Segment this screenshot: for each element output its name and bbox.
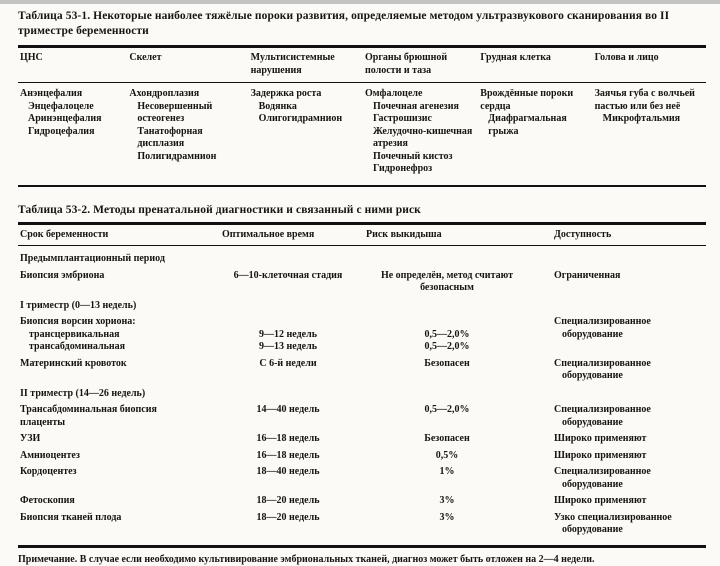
optimal-time: 9—13 недель	[259, 341, 317, 352]
miscarriage-risk: 0,5—2,0%	[424, 328, 470, 340]
method-name: Материнский кровоток	[20, 357, 127, 369]
risk-cell	[354, 316, 540, 354]
table-53-1-header-row	[18, 48, 706, 83]
defect-item: Полигидрамнион	[137, 150, 217, 162]
column-header: Скелет	[129, 52, 162, 63]
optimal-time: 16—18 недель	[256, 433, 320, 444]
optimal-time: С 6-й недели	[259, 357, 317, 369]
defect-item: Микрофтальмия	[602, 113, 681, 124]
time-cell	[222, 466, 354, 491]
defect-item: Анэнцефалия	[20, 88, 83, 99]
miscarriage-risk: Не определён, метод считают безопасным	[380, 269, 514, 293]
defect-item: Задержка роста	[250, 88, 322, 99]
table-53-1-title: Таблица 53-1. Некоторые наиболее тяжёлые пороки развития, определяемые методом ультразвукового сканирования во II триместре беременности	[18, 10, 670, 37]
table-column	[251, 88, 365, 179]
table-row	[20, 270, 706, 295]
availability: Специализированное оборудование	[554, 404, 651, 428]
method-cell	[20, 316, 222, 354]
defect-item: Заячья губа с волчьей пастью или без неё	[594, 88, 695, 112]
method-cell	[20, 270, 222, 295]
optimal-time: 16—18 недель	[256, 449, 320, 461]
risk-cell	[354, 270, 540, 295]
availability: Специализированное оборудование	[554, 316, 651, 340]
method-cell	[20, 358, 222, 383]
availability-cell	[540, 404, 704, 429]
miscarriage-risk: 0,5%	[435, 449, 459, 461]
defect-item: Аринэнцефалия	[28, 113, 102, 124]
column-header: Риск выкидыша	[366, 229, 442, 240]
defect-item: Гидроцефалия	[28, 125, 95, 137]
miscarriage-risk: Безопасен	[424, 357, 470, 369]
table-column	[595, 88, 706, 179]
optimal-time: 18—20 недель	[256, 511, 320, 523]
section-header: II триместр (14—26 недель)	[20, 387, 146, 399]
table-53-2-body	[18, 246, 706, 548]
availability-cell	[540, 270, 704, 295]
risk-cell	[354, 495, 540, 508]
method-cell	[20, 404, 222, 429]
availability-cell	[540, 450, 704, 463]
miscarriage-risk: 3%	[439, 495, 455, 506]
table-row	[20, 450, 706, 463]
risk-cell	[354, 433, 540, 446]
time-cell	[222, 316, 354, 354]
risk-cell	[354, 512, 540, 537]
method-cell	[20, 512, 222, 537]
spacer-line	[354, 316, 540, 329]
time-cell	[222, 404, 354, 429]
defect-item: Почечная агенезия	[372, 100, 459, 112]
column-header: Оптимальное время	[222, 229, 315, 240]
availability-cell	[540, 512, 704, 537]
availability: Широко применяют	[554, 449, 647, 461]
table-53-2	[18, 203, 706, 566]
time-cell	[222, 495, 354, 508]
defect-item: Танатофорная дисплазия	[137, 125, 203, 149]
defect-item: Диафрагмальная грыжа	[488, 113, 567, 137]
method-name: Кордоцентез	[20, 466, 77, 477]
spacer-line	[222, 316, 354, 329]
availability: Специализированное оборудование	[554, 466, 651, 490]
defect-item: Гидронефроз	[372, 163, 433, 174]
defect-item: Ахондроплазия	[129, 88, 200, 99]
optimal-time: 18—40 недель	[256, 466, 320, 477]
optimal-time: 6—10-клеточная стадия	[233, 269, 343, 281]
miscarriage-risk: 3%	[439, 511, 455, 523]
column-header: Мультисистемные нарушения	[250, 52, 335, 76]
defect-item: Омфалоцеле	[364, 88, 423, 99]
defect-item: Врождённые пороки сердца	[480, 88, 574, 112]
table-column	[480, 88, 594, 179]
column-header: Грудная клетка	[480, 52, 551, 63]
risk-cell	[354, 404, 540, 429]
table-row	[20, 316, 706, 354]
risk-cell	[354, 358, 540, 383]
optimal-time: 18—20 недель	[256, 495, 320, 506]
table-row	[20, 495, 706, 508]
availability: Специализированное оборудование	[554, 357, 651, 381]
miscarriage-risk: 1%	[439, 466, 455, 477]
optimal-time: 14—40 недель	[256, 404, 320, 415]
table-row	[20, 466, 706, 491]
column-header: Органы брюшной полости и таза	[364, 52, 448, 76]
table-row	[20, 433, 706, 446]
availability: Узко специализированное оборудование	[554, 511, 672, 535]
method-name: Биопсия эмбриона	[20, 269, 105, 281]
table-53-2-header-row	[18, 225, 706, 246]
optimal-time: 9—12 недель	[259, 328, 317, 340]
column-header: Срок беременности	[20, 229, 109, 240]
time-cell	[222, 270, 354, 295]
miscarriage-risk: 0,5—2,0%	[424, 341, 470, 352]
table-row	[20, 404, 706, 429]
section-header: I триместр (0—13 недель)	[20, 299, 137, 311]
method-name: Биопсия тканей плода	[20, 511, 122, 523]
availability-cell	[540, 316, 704, 354]
column-header: Голова и лицо	[594, 52, 659, 63]
method-cell	[20, 433, 222, 446]
availability-cell	[540, 495, 704, 508]
table-row	[20, 512, 706, 537]
table-53-1-body	[18, 83, 706, 187]
column-header: ЦНС	[20, 52, 43, 63]
method-name: Биопсия ворсин хориона:	[20, 316, 136, 327]
defect-item: Несовершенный остеогенез	[137, 100, 213, 124]
availability-cell	[540, 358, 704, 383]
time-cell	[222, 450, 354, 463]
column-header: Доступность	[554, 229, 612, 240]
availability: Широко применяют	[554, 495, 647, 506]
method-cell	[20, 495, 222, 508]
miscarriage-risk: 0,5—2,0%	[424, 404, 470, 415]
table-column	[365, 88, 480, 179]
method-cell	[20, 450, 222, 463]
availability: Широко применяют	[554, 433, 647, 444]
defect-item: Олигогидрамнион	[258, 113, 343, 124]
method-name: УЗИ	[20, 433, 41, 444]
defect-item: Энцефалоцеле	[28, 100, 94, 112]
availability-cell	[540, 433, 704, 446]
defect-item: Гастрошизис	[372, 113, 432, 124]
method-name: Фетоскопия	[20, 495, 75, 506]
table-column	[20, 88, 129, 179]
time-cell	[222, 358, 354, 383]
method-sub-name: трансцервикальная	[29, 328, 120, 340]
risk-cell	[354, 450, 540, 463]
table-column	[129, 88, 250, 179]
miscarriage-risk: Безопасен	[424, 433, 470, 444]
method-sub-name: трансабдоминальная	[29, 341, 126, 352]
time-cell	[222, 512, 354, 537]
method-name: Амниоцентез	[20, 449, 80, 461]
defect-item: Желудочно-кишечная атрезия	[372, 125, 473, 149]
table-53-2-title: Таблица 53-2. Методы пренатальной диагностики и связанный с ними риск	[18, 204, 421, 216]
defect-item: Почечный кистоз	[372, 150, 453, 162]
risk-cell	[354, 466, 540, 491]
method-name: Трансабдоминальная биопсия плаценты	[20, 404, 157, 428]
table-53-1	[18, 9, 706, 187]
availability-cell	[540, 466, 704, 491]
method-cell	[20, 466, 222, 491]
table-row	[20, 358, 706, 383]
availability: Ограниченная	[554, 269, 621, 281]
section-header: Предымплантационный период	[20, 253, 165, 264]
page	[0, 4, 720, 566]
defect-item: Водянка	[258, 100, 297, 112]
table-footnote: Примечание. В случае если необходимо культивирование эмбриональных тканей, диагноз может быть отложен на 2—4 недели.	[18, 553, 595, 565]
time-cell	[222, 433, 354, 446]
